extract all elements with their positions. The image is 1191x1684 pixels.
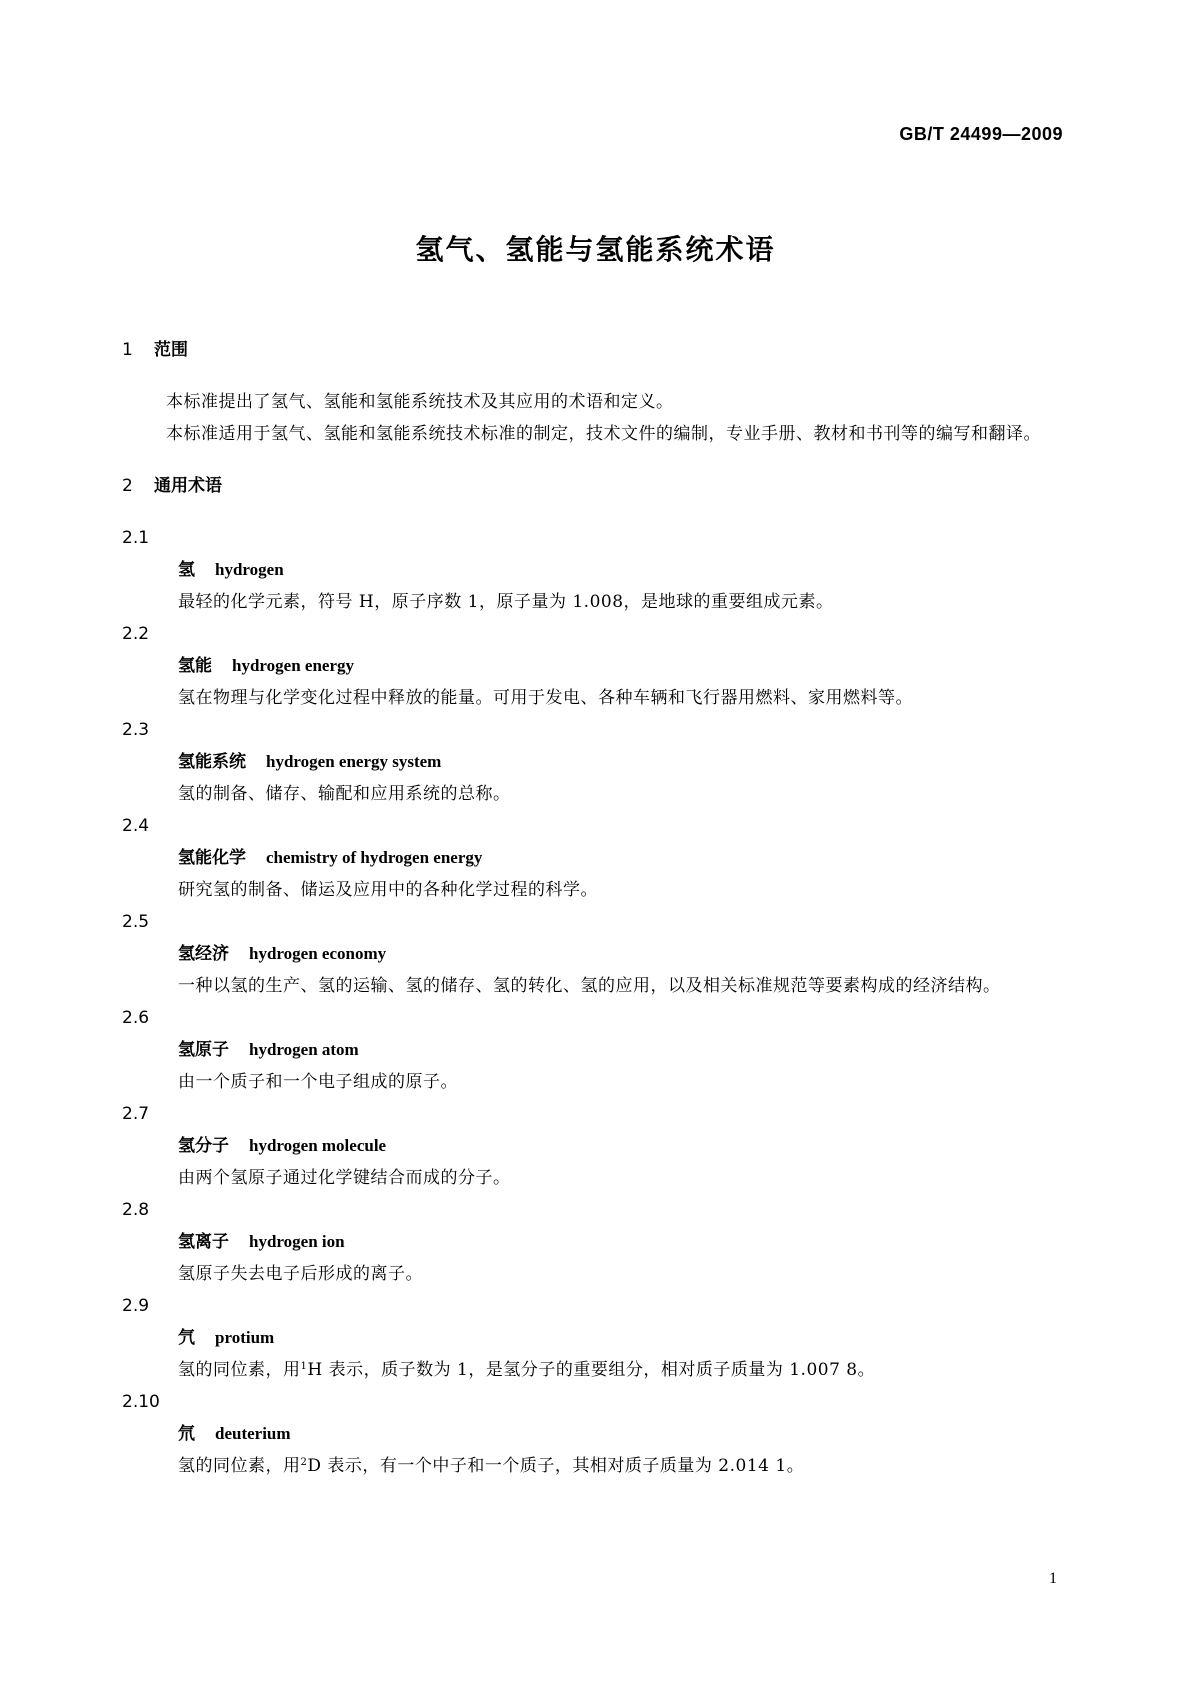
term-entry [122,618,1068,714]
section-number: 2 [122,476,133,496]
term-entry [122,1002,1068,1098]
term-entry [122,1098,1068,1194]
standard-code: GB/T 24499—2009 [899,124,1063,144]
term-name [122,554,1068,586]
term-en: protium [215,1328,275,1347]
term-en: hydrogen [215,560,284,579]
term-definition: 由两个氢原子通过化学键结合而成的分子。 [178,1168,511,1188]
section-title: 范围 [154,340,188,360]
term-en: hydrogen economy [249,944,387,963]
superscript-mass-number: 1 [300,1361,308,1372]
term-number: 2.9 [122,1296,150,1316]
term-zh: 氢能系统 [178,752,246,772]
term-definition: 一种以氢的生产、氢的运输、氢的储存、氢的转化、氢的应用，以及相关标准规范等要素构成的经济结构。 [178,976,1001,996]
term-definition: 研究氢的制备、储运及应用中的各种化学过程的科学。 [178,880,598,900]
term-zh: 氢经济 [178,944,229,964]
term-definition: 氢原子失去电子后形成的离子。 [178,1264,423,1284]
term-zh: 氢原子 [178,1040,229,1060]
term-number: 2.8 [122,1200,150,1220]
term-number: 2.3 [122,720,150,740]
section-number: 1 [122,340,133,360]
term-definition: 氢的同位素，用$^2$D 表示，有一个中子和一个质子，其相对质子质量为 2.014 1。 [178,1456,805,1476]
section-heading-scope [122,334,1068,366]
term-number: 2.2 [122,624,150,644]
term-name [122,938,1068,970]
term-en: hydrogen atom [249,1040,359,1059]
document-body [122,334,1068,1482]
term-en: hydrogen energy system [266,752,442,771]
term-number: 2.1 [122,528,150,548]
page-number: 1 [1049,1570,1057,1587]
term-name [122,650,1068,682]
term-en: hydrogen molecule [249,1136,387,1155]
term-name [122,746,1068,778]
term-definition: 氢在物理与化学变化过程中释放的能量。可用于发电、各种车辆和飞行器用燃料、家用燃料等。 [178,688,913,708]
term-number: 2.10 [122,1392,160,1412]
term-name [122,842,1068,874]
term-zh: 氢能 [178,656,212,676]
term-entry [122,522,1068,618]
term-number: 2.5 [122,912,150,932]
paragraph: 本标准适用于氢气、氢能和氢能系统技术标准的制定，技术文件的编制，专业手册、教材和书刊等的编写和翻译。 [166,424,1041,444]
term-zh: 氕 [178,1328,195,1348]
term-entry [122,1290,1068,1386]
term-number: 2.4 [122,816,150,836]
term-number: 2.7 [122,1104,150,1124]
term-name [122,1226,1068,1258]
term-entry [122,810,1068,906]
term-number: 2.6 [122,1008,150,1028]
section-title: 通用术语 [154,476,222,496]
term-definition: 由一个质子和一个电子组成的原子。 [178,1072,458,1092]
term-name [122,1130,1068,1162]
term-name [122,1034,1068,1066]
term-en: deuterium [215,1424,291,1443]
term-en: hydrogen energy [232,656,354,675]
term-name [122,1418,1068,1450]
term-definition: 氢的同位素，用$^1$H 表示，质子数为 1，是氢分子的重要组分，相对质子质量为 1.007 8。 [178,1360,876,1380]
term-entry [122,1386,1068,1482]
term-en: hydrogen ion [249,1232,345,1251]
term-en: chemistry of hydrogen energy [266,848,483,867]
term-entry [122,906,1068,1002]
term-entry [122,1194,1068,1290]
term-zh: 氢离子 [178,1232,229,1252]
document-title: 氢气、氢能与氢能系统术语 [415,233,776,266]
term-entry [122,714,1068,810]
term-zh: 氢分子 [178,1136,229,1156]
superscript-mass-number: 2 [300,1457,308,1468]
term-zh: 氢 [178,560,195,580]
term-name [122,1322,1068,1354]
term-definition: 最轻的化学元素，符号 H，原子序数 1，原子量为 1.008，是地球的重要组成元素。 [178,592,834,612]
paragraph: 本标准提出了氢气、氢能和氢能系统技术及其应用的术语和定义。 [166,392,674,412]
term-zh: 氢能化学 [178,848,246,868]
term-zh: 氘 [178,1424,195,1444]
term-definition: 氢的制备、储存、输配和应用系统的总称。 [178,784,511,804]
section-heading-general-terms [122,470,1068,502]
